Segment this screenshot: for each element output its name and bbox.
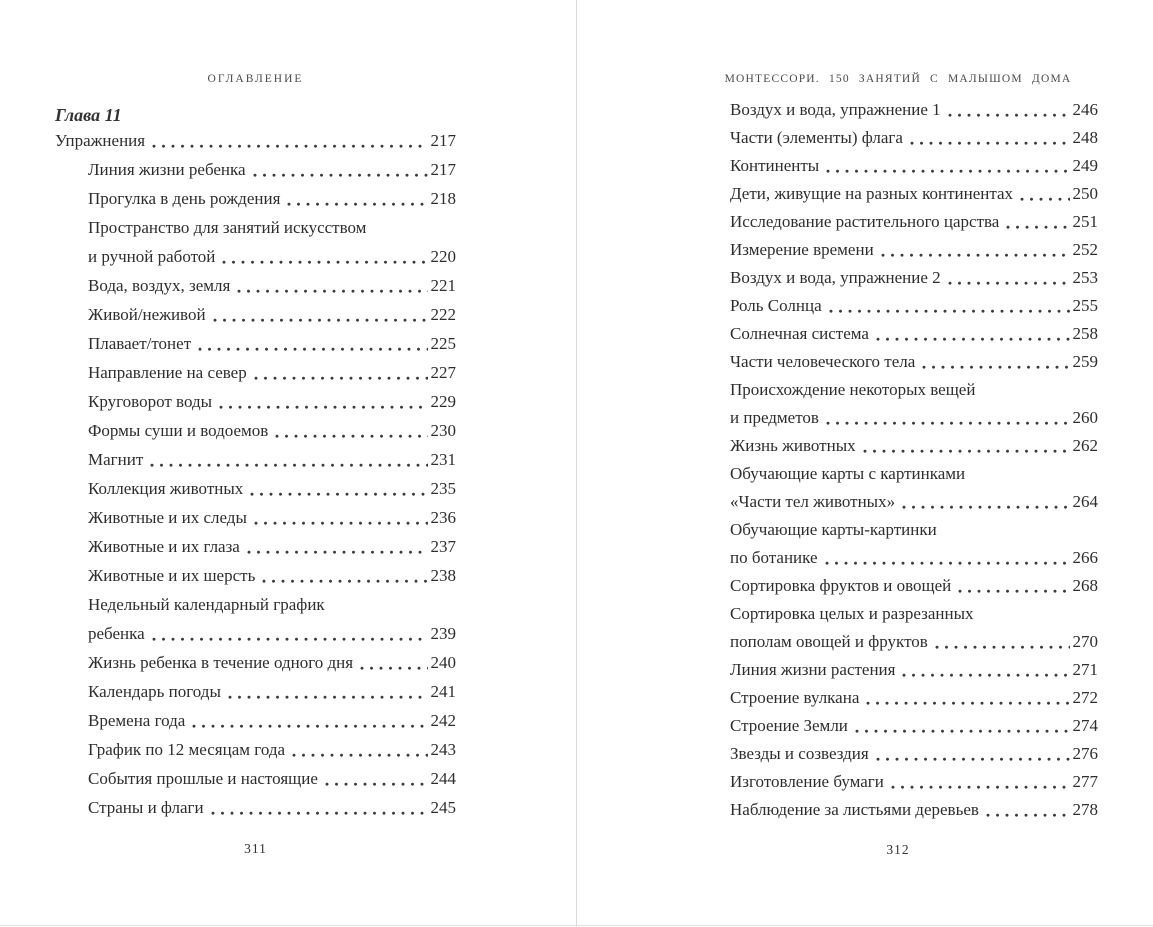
toc-entry-page: 274 [1072,716,1098,735]
toc-entry [730,376,1098,432]
toc-entry [730,740,1098,768]
toc-entry-line [730,208,1098,236]
toc-entry-line [730,292,1098,320]
toc-entry-title: Круговорот воды [88,392,213,411]
toc-entry-page: 239 [430,624,456,643]
toc-entry-line [730,152,1098,180]
dot-leader [891,784,1070,790]
page-number-right: 312 [886,842,910,857]
toc-entry-title: Измерение времени [730,240,874,259]
toc-entry-line [730,572,1098,600]
dot-leader [222,259,427,265]
toc-entry-page: 248 [1072,128,1098,147]
toc-entry-title: Обучающие карты с картинками [730,464,966,483]
toc-entry-line [55,677,456,706]
toc-entry-title: Магнит [88,450,144,469]
toc-entry-page: 259 [1072,352,1098,371]
toc-entry-page: 262 [1072,436,1098,455]
toc-entry-page: 276 [1072,744,1098,763]
toc-entry-title: Части человеческого тела [730,352,916,371]
toc-entry-line [730,544,1098,572]
toc-entry-page: 272 [1072,688,1098,707]
toc-entry-page: 230 [430,421,456,440]
dot-leader [360,665,427,671]
dot-leader [948,112,1070,118]
toc-entry [55,793,456,822]
toc-entry-title: Роль Солнца [730,296,822,315]
dot-leader [198,346,427,352]
toc-entry-line [55,503,456,532]
toc-entry-page: 277 [1072,772,1098,791]
toc-entry-line [730,712,1098,740]
toc-entry-page: 218 [430,189,456,208]
toc-entry-page: 229 [430,392,456,411]
toc-entry-page: 253 [1072,268,1098,287]
toc-entry-title: Животные и их глаза [88,537,240,556]
toc-entry [55,503,456,532]
toc-entry [730,768,1098,796]
toc-entry-title: Животные и их следы [88,508,247,527]
toc-entry-page: 242 [430,711,456,730]
toc-entry-line [730,516,1098,544]
toc-entry [55,561,456,590]
toc-entry-title: Животные и их шерсть [88,566,256,585]
dot-leader [253,172,428,178]
toc-entry-line [730,460,1098,488]
toc-entry-title: «Части тел животных» [730,492,896,511]
toc-entry-page: 217 [430,131,456,150]
toc-entry-line [730,740,1098,768]
dot-leader [262,578,427,584]
toc-entry-page: 271 [1072,660,1098,679]
toc-entry-title: Воздух и вода, упражнение 1 [730,100,941,119]
toc-entry [730,320,1098,348]
toc-entry-page: 268 [1072,576,1098,595]
dot-leader [287,201,427,207]
toc-entry-line [55,300,456,329]
toc-entry-line [730,180,1098,208]
toc-entry-title: Плавает/тонет [88,334,192,353]
toc-entry [55,590,456,648]
toc-entry-title: ребенка [88,624,145,643]
toc-entry-title: Прогулка в день рождения [88,189,281,208]
toc-entry-line [730,600,1098,628]
toc-entry-title: Упражнения [55,131,146,150]
toc-entry [55,735,456,764]
toc-entry-page: 252 [1072,240,1098,259]
toc-entry-title: Исследование растительного царства [730,212,1000,231]
toc-entry-title: Линия жизни растения [730,660,896,679]
toc-entry-line [730,684,1098,712]
toc-entry-line [55,358,456,387]
dot-leader [292,752,427,758]
toc-entry-page: 264 [1072,492,1098,511]
toc-entry-title: Обучающие карты-картинки [730,520,937,539]
toc-entry [55,213,456,271]
toc-entry-title: Формы суши и водоемов [88,421,269,440]
toc-entry-title: Жизнь ребенка в течение одного дня [88,653,354,672]
dot-leader [902,672,1069,678]
toc-entry-page: 260 [1072,408,1098,427]
toc-entry-page: 258 [1072,324,1098,343]
toc-entry-line [730,96,1098,124]
toc-entry-title: Линия жизни ребенка [88,160,246,179]
dot-leader [325,781,428,787]
toc-entry [55,532,456,561]
toc-entry [730,264,1098,292]
running-head-left: ОГЛАВЛЕНИЕ [207,73,304,85]
toc-entry-title: Страны и флаги [88,798,204,817]
dot-leader [922,364,1069,370]
toc-entry-line [730,320,1098,348]
toc-entry-title: Календарь погоды [88,682,221,701]
toc-entry-page: 217 [430,160,456,179]
toc-entry [730,516,1098,572]
chapter-heading: Глава 11 [55,105,122,125]
toc-entry [730,460,1098,516]
toc-entry [55,387,456,416]
toc-entry-title: Направление на север [88,363,247,382]
toc-entry-page: 243 [430,740,456,759]
dot-leader [958,588,1069,594]
toc-entry-title: Сортировка фруктов и овощей [730,576,952,595]
toc-entry-line [730,628,1098,656]
toc-entry-line [730,404,1098,432]
toc-entry-line [730,656,1098,684]
dot-leader [826,168,1069,174]
toc-entry-line [730,432,1098,460]
toc-entry-title: Жизнь животных [730,436,856,455]
toc-entry-title: и ручной работой [88,247,216,266]
toc-entry-line [55,619,456,648]
toc-entry-title: Изготовление бумаги [730,772,884,791]
toc-entry-title: Пространство для занятий искусством [88,218,367,237]
toc-entry-page: 241 [430,682,456,701]
dot-leader [254,520,428,526]
dot-leader [250,491,427,497]
toc-entry-page: 251 [1072,212,1098,231]
toc-entry-page: 225 [430,334,456,353]
toc-entry [730,684,1098,712]
dot-leader [825,560,1070,566]
toc-entry-title: График по 12 месяцам года [88,740,286,759]
toc-entry-line [730,236,1098,264]
dot-leader [876,336,1070,342]
toc-entry [55,764,456,793]
dot-leader [948,280,1070,286]
toc-entry-page: 249 [1072,156,1098,175]
toc-entry-line [55,155,456,184]
toc-entry-page: 222 [430,305,456,324]
toc-entry-title: Живой/неживой [88,305,206,324]
dot-leader [213,317,428,323]
toc-entry [55,300,456,329]
dot-leader [855,728,1070,734]
toc-entry [55,706,456,735]
toc-entry-line [55,532,456,561]
toc-entry-title: Сортировка целых и разрезанных [730,604,974,623]
toc-entry-title: Части (элементы) флага [730,128,903,147]
toc-entry-page: 236 [430,508,456,527]
dot-leader [910,140,1070,146]
toc-entry [55,474,456,503]
toc-entry [730,600,1098,656]
dot-leader [192,723,427,729]
toc-entry-title: Воздух и вода, упражнение 2 [730,268,941,287]
toc-entry-line [55,213,456,242]
toc-list-left [55,126,456,822]
toc-entry-line [55,474,456,503]
toc-entry [55,358,456,387]
running-head-right: МОНТЕССОРИ. 150 ЗАНЯТИЙ С МАЛЫШОМ ДОМА [724,73,1072,85]
toc-entry [55,184,456,213]
toc-entry [730,124,1098,152]
toc-entry [55,677,456,706]
toc-entry-page: 240 [430,653,456,672]
toc-entry [55,271,456,300]
toc-entry-page: 220 [430,247,456,266]
toc-entry-page: 227 [430,363,456,382]
dot-leader [866,700,1069,706]
toc-entry-line [55,242,456,271]
toc-entry-title: Коллекция животных [88,479,244,498]
toc-entry-line [55,764,456,793]
toc-entry [730,572,1098,600]
toc-entry-title: Строение вулкана [730,688,860,707]
toc-entry-line [55,706,456,735]
toc-entry-page: 270 [1072,632,1098,651]
toc-entry [730,96,1098,124]
toc-entry-title: пополам овощей и фруктов [730,632,928,651]
toc-entry-line [55,329,456,358]
toc-entry [55,648,456,677]
dot-leader [237,288,427,294]
toc-entry [55,445,456,474]
toc-entry-line [55,271,456,300]
toc-entry-line [55,561,456,590]
toc-entry [55,126,456,155]
dot-leader [219,404,427,410]
toc-entry-title: Недельный календарный график [88,595,325,614]
toc-entry-title: Времена года [88,711,186,730]
dot-leader [881,252,1070,258]
toc-entry-page: 221 [430,276,456,295]
toc-entry-page: 278 [1072,800,1098,819]
toc-entry [730,796,1098,824]
dot-leader [152,143,427,149]
toc-entry-page: 246 [1072,100,1098,119]
dot-leader [876,756,1070,762]
toc-entry-line [55,590,456,619]
toc-entry-page: 237 [430,537,456,556]
dot-leader [829,308,1070,314]
toc-entry [730,152,1098,180]
toc-entry-page: 266 [1072,548,1098,567]
page-divider [576,0,577,927]
toc-entry-line [730,348,1098,376]
toc-entry-line [55,735,456,764]
dot-leader [902,504,1069,510]
page-number-left: 311 [244,841,267,856]
toc-entry-line [55,793,456,822]
toc-entry-title: События прошлые и настоящие [88,769,318,788]
toc-entry-title: Наблюдение за листьями деревьев [730,800,979,819]
toc-entry [730,236,1098,264]
toc-entry-line [730,796,1098,824]
dot-leader [986,812,1070,818]
toc-list-right [730,96,1098,824]
toc-entry-page: 255 [1072,296,1098,315]
dot-leader [935,644,1070,650]
dot-leader [1006,224,1069,230]
toc-entry-title: Происхождение некоторых вещей [730,380,976,399]
toc-entry-line [730,376,1098,404]
toc-entry-line [730,488,1098,516]
toc-entry-title: и предметов [730,408,819,427]
toc-entry [730,208,1098,236]
toc-entry [55,329,456,358]
dot-leader [1020,196,1069,202]
toc-entry-title: Континенты [730,156,820,175]
dot-leader [247,549,428,555]
toc-entry [730,180,1098,208]
dot-leader [228,694,428,700]
toc-entry-title: Звезды и созвездия [730,744,869,763]
toc-entry-page: 235 [430,479,456,498]
dot-leader [863,448,1070,454]
dot-leader [152,636,428,642]
toc-entry-line [55,126,456,155]
dot-leader [275,433,427,439]
toc-entry-line [730,768,1098,796]
toc-entry-line [55,445,456,474]
toc-entry-page: 238 [430,566,456,585]
toc-entry [730,432,1098,460]
toc-entry-page: 231 [430,450,456,469]
dot-leader [211,810,428,816]
toc-entry-page: 245 [430,798,456,817]
toc-entry-title: Вода, воздух, земля [88,276,231,295]
toc-entry-title: Дети, живущие на разных континентах [730,184,1014,203]
toc-entry-line [730,264,1098,292]
toc-entry [730,348,1098,376]
toc-entry-page: 244 [430,769,456,788]
toc-entry-line [55,648,456,677]
toc-entry [730,292,1098,320]
toc-entry-title: Строение Земли [730,716,848,735]
toc-entry-line [55,387,456,416]
toc-entry-line [55,184,456,213]
toc-entry-line [730,124,1098,152]
toc-entry [730,712,1098,740]
toc-entry [55,155,456,184]
toc-entry [730,656,1098,684]
dot-leader [826,420,1070,426]
toc-entry-page: 250 [1072,184,1098,203]
toc-entry [55,416,456,445]
toc-entry-title: Солнечная система [730,324,869,343]
dot-leader [150,462,427,468]
toc-entry-line [55,416,456,445]
dot-leader [254,375,428,381]
toc-entry-title: по ботанике [730,548,818,567]
bottom-edge-line [0,925,1153,926]
